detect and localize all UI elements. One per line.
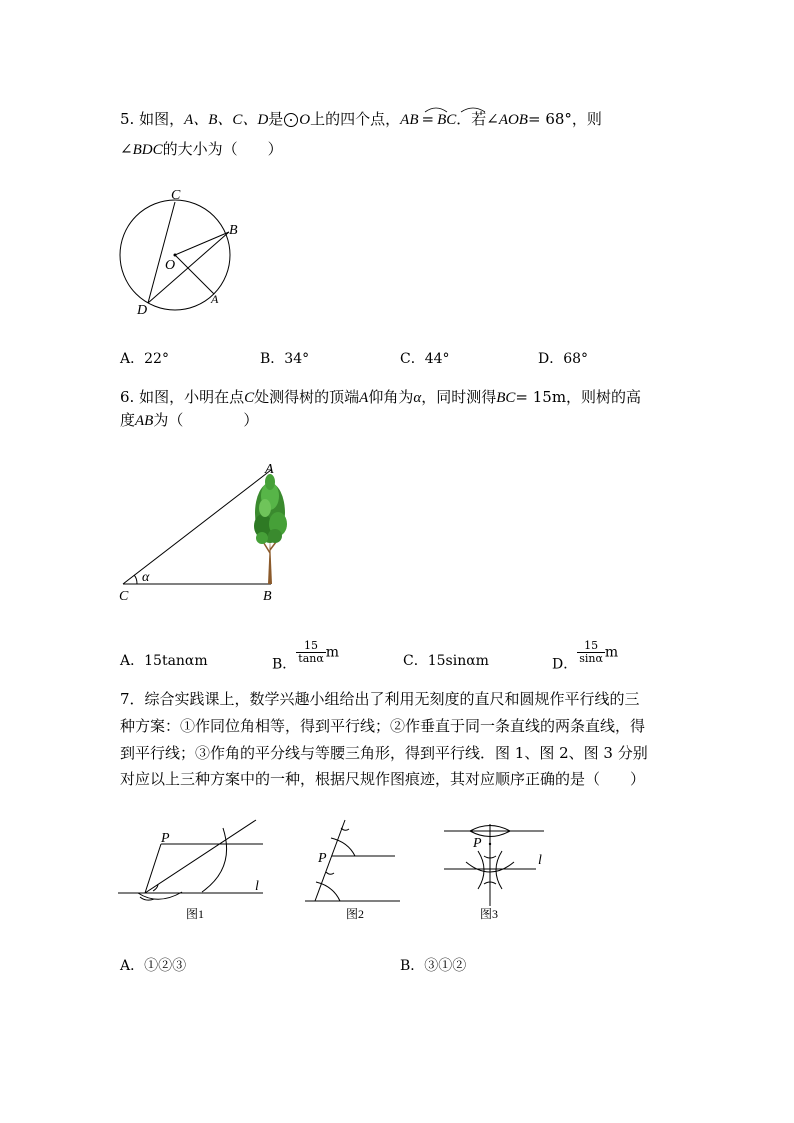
q5-label-c: C <box>171 188 181 203</box>
q7-fig2-caption: 图2 <box>346 907 365 921</box>
q5-l2-angle: BDC <box>132 142 163 158</box>
q7-choice-a[interactable]: A．①②③ <box>120 958 187 974</box>
q7-line-1: 7．综合实践课上，数学兴趣小组给出了利用无刻度的直尺和圆规作平行线的三 <box>120 690 640 708</box>
q6-choice-a[interactable]: A．15tanαm <box>120 653 208 669</box>
q7-fig3-label-l: l <box>538 853 542 868</box>
q6-label-a: A <box>265 462 274 477</box>
q6-choice-b[interactable]: B． $\frac{15}{\tan\alpha}$ m <box>272 639 340 673</box>
q5-text-5: = 68°，则 <box>527 110 602 128</box>
q5-choice-a[interactable]: A．22° <box>120 351 169 367</box>
q5-equals: = <box>421 110 435 128</box>
q5-text-4: ．若∠ <box>456 110 499 128</box>
tree-icon <box>254 474 287 584</box>
q5-arc-ab: AB <box>400 112 419 128</box>
q6-line-ca <box>123 470 271 584</box>
q7-fig1-label-l: l <box>255 879 259 894</box>
q7-line-2: 种方案：①作同位角相等，得到平行线；②作垂直于同一条直线的两条直线，得 <box>120 717 646 735</box>
arc-marks <box>0 98 794 118</box>
q5-number: 5. <box>120 110 135 128</box>
q5-text-3: 上的四个点， <box>310 110 401 128</box>
q5-center-dot <box>174 254 177 257</box>
q7-choice-b[interactable]: B．③①② <box>400 958 467 974</box>
q7-fig3-label-p: P <box>473 836 482 851</box>
q5-l2-post: 的大小为（ ） <box>162 140 283 158</box>
q7-line-3: 到平行线；③作角的平分线与等腰三角形，得到平行线．图 1、图 2、图 3 分别 <box>120 744 648 762</box>
q5-circle-center: O <box>299 112 311 128</box>
q6-angle-arc <box>134 575 137 584</box>
q5-l2-pre: ∠ <box>120 140 133 158</box>
q5-label-b: B <box>229 223 238 238</box>
q7-fig2-label-p: P <box>318 851 327 866</box>
q6-line-1: 6. 如图，小明在点C处测得树的顶端A仰角为α，同时测得BC= 15m，则树的高 <box>120 388 642 406</box>
q7-figure-2 <box>300 820 410 925</box>
q5-choice-d[interactable]: D．68° <box>538 351 589 367</box>
q7-figure-1 <box>118 820 268 925</box>
q5-label-a: A <box>211 292 219 306</box>
q7-fig3-caption: 图3 <box>480 907 499 921</box>
q5-arc-bc: BC <box>437 112 457 128</box>
q6-choice-c[interactable]: C．15sinαm <box>403 653 489 669</box>
q5-points: A、B、C、D <box>184 112 269 128</box>
q5-angle: AOB <box>498 112 528 128</box>
q5-choice-b[interactable]: B．34° <box>260 351 310 367</box>
q5-line-2 <box>120 139 283 160</box>
q5-radius-ob <box>175 232 229 255</box>
q7-line-4: 对应以上三种方案中的一种，根据尺规作图痕迹，其对应顺序正确的是（ ） <box>120 770 646 788</box>
q6-line-2: 度AB为（ ） <box>120 411 259 429</box>
q5-label-d: D <box>137 303 148 318</box>
q6-number: 6. <box>120 388 135 406</box>
q7-fig1-label-p: P <box>161 831 170 846</box>
q5-label-o: O <box>165 258 176 273</box>
q5-text-2: 是 <box>268 110 284 128</box>
q7-figure-3 <box>440 820 560 925</box>
q6-choice-d[interactable]: D． $\frac{15}{\sin\alpha}$ m <box>552 639 619 673</box>
q6-label-b: B <box>263 589 272 604</box>
q5-choice-c[interactable]: C．44° <box>400 351 450 367</box>
q5-text-1: 如图， <box>139 110 185 128</box>
q5-chord-dc <box>148 202 175 303</box>
q5-figure <box>115 185 245 318</box>
q6-figure <box>115 458 295 608</box>
q7-fig1-caption: 图1 <box>186 907 205 921</box>
q6-label-c: C <box>119 589 129 604</box>
q6-label-alpha: α <box>142 570 150 585</box>
